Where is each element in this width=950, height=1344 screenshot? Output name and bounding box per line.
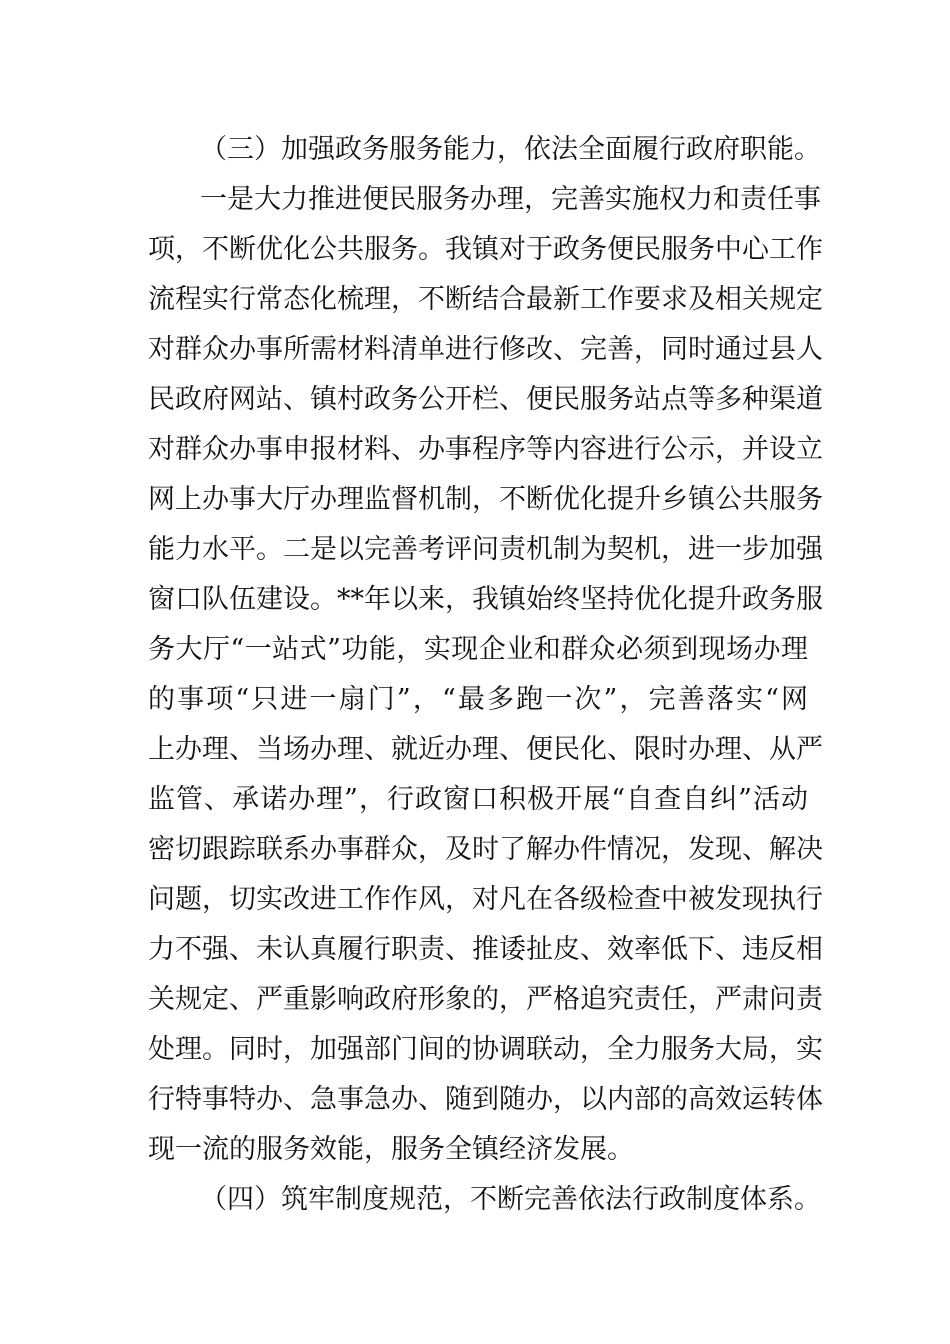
paragraph-line: 力不强、未认真履行职责、推诿扯皮、效率低下、违反相 [148,934,823,965]
paragraph-line: 关规定、严重影响政府形象的，严格追究责任，严肃问责 [148,984,823,1015]
paragraph-line: 的事项“只进一扇门”，“最多跑一次”，完善落实“网 [148,684,808,715]
paragraph-line: 民政府网站、镇村政务公开栏、便民服务站点等多种渠道 [148,384,823,415]
paragraph-line: 监管、承诺办理”，行政窗口积极开展“自查自纠”活动 [148,784,808,815]
paragraph-line: 现一流的服务效能，服务全镇经济发展。 [148,1134,634,1165]
paragraph-line: 窗口队伍建设。**年以来，我镇始终坚持优化提升政务服 [148,584,823,615]
paragraph-line: 务大厅“一站式”功能，实现企业和群众必须到现场办理 [148,634,808,665]
paragraph-line: 处理。同时，加强部门间的协调联动，全力服务大局，实 [148,1034,823,1065]
paragraph-line: 一是大力推进便民服务办理，完善实施权力和责任事 [200,184,821,215]
paragraph-line: 密切跟踪联系办事群众，及时了解办件情况，发现、解决 [148,834,823,865]
section-heading-4: （四）筑牢制度规范，不断完善依法行政制度体系。 [200,1184,821,1215]
paragraph-line: 问题，切实改进工作作风，对凡在各级检查中被发现执行 [148,884,823,915]
paragraph-line: 上办理、当场办理、就近办理、便民化、限时办理、从严 [148,734,823,765]
paragraph-line: 对群众办事申报材料、办事程序等内容进行公示，并设立 [148,434,823,465]
paragraph-line: 流程实行常态化梳理，不断结合最新工作要求及相关规定 [148,284,823,315]
paragraph-line: 项，不断优化公共服务。我镇对于政务便民服务中心工作 [148,234,823,265]
paragraph-line: 能力水平。二是以完善考评问责机制为契机，进一步加强 [148,534,823,565]
section-heading-3: （三）加强政务服务能力，依法全面履行政府职能。 [200,134,821,165]
paragraph-line: 对群众办事所需材料清单进行修改、完善，同时通过县人 [148,334,823,365]
paragraph-line: 网上办事大厅办理监督机制，不断优化提升乡镇公共服务 [148,484,823,515]
paragraph-line: 行特事特办、急事急办、随到随办，以内部的高效运转体 [148,1084,823,1115]
